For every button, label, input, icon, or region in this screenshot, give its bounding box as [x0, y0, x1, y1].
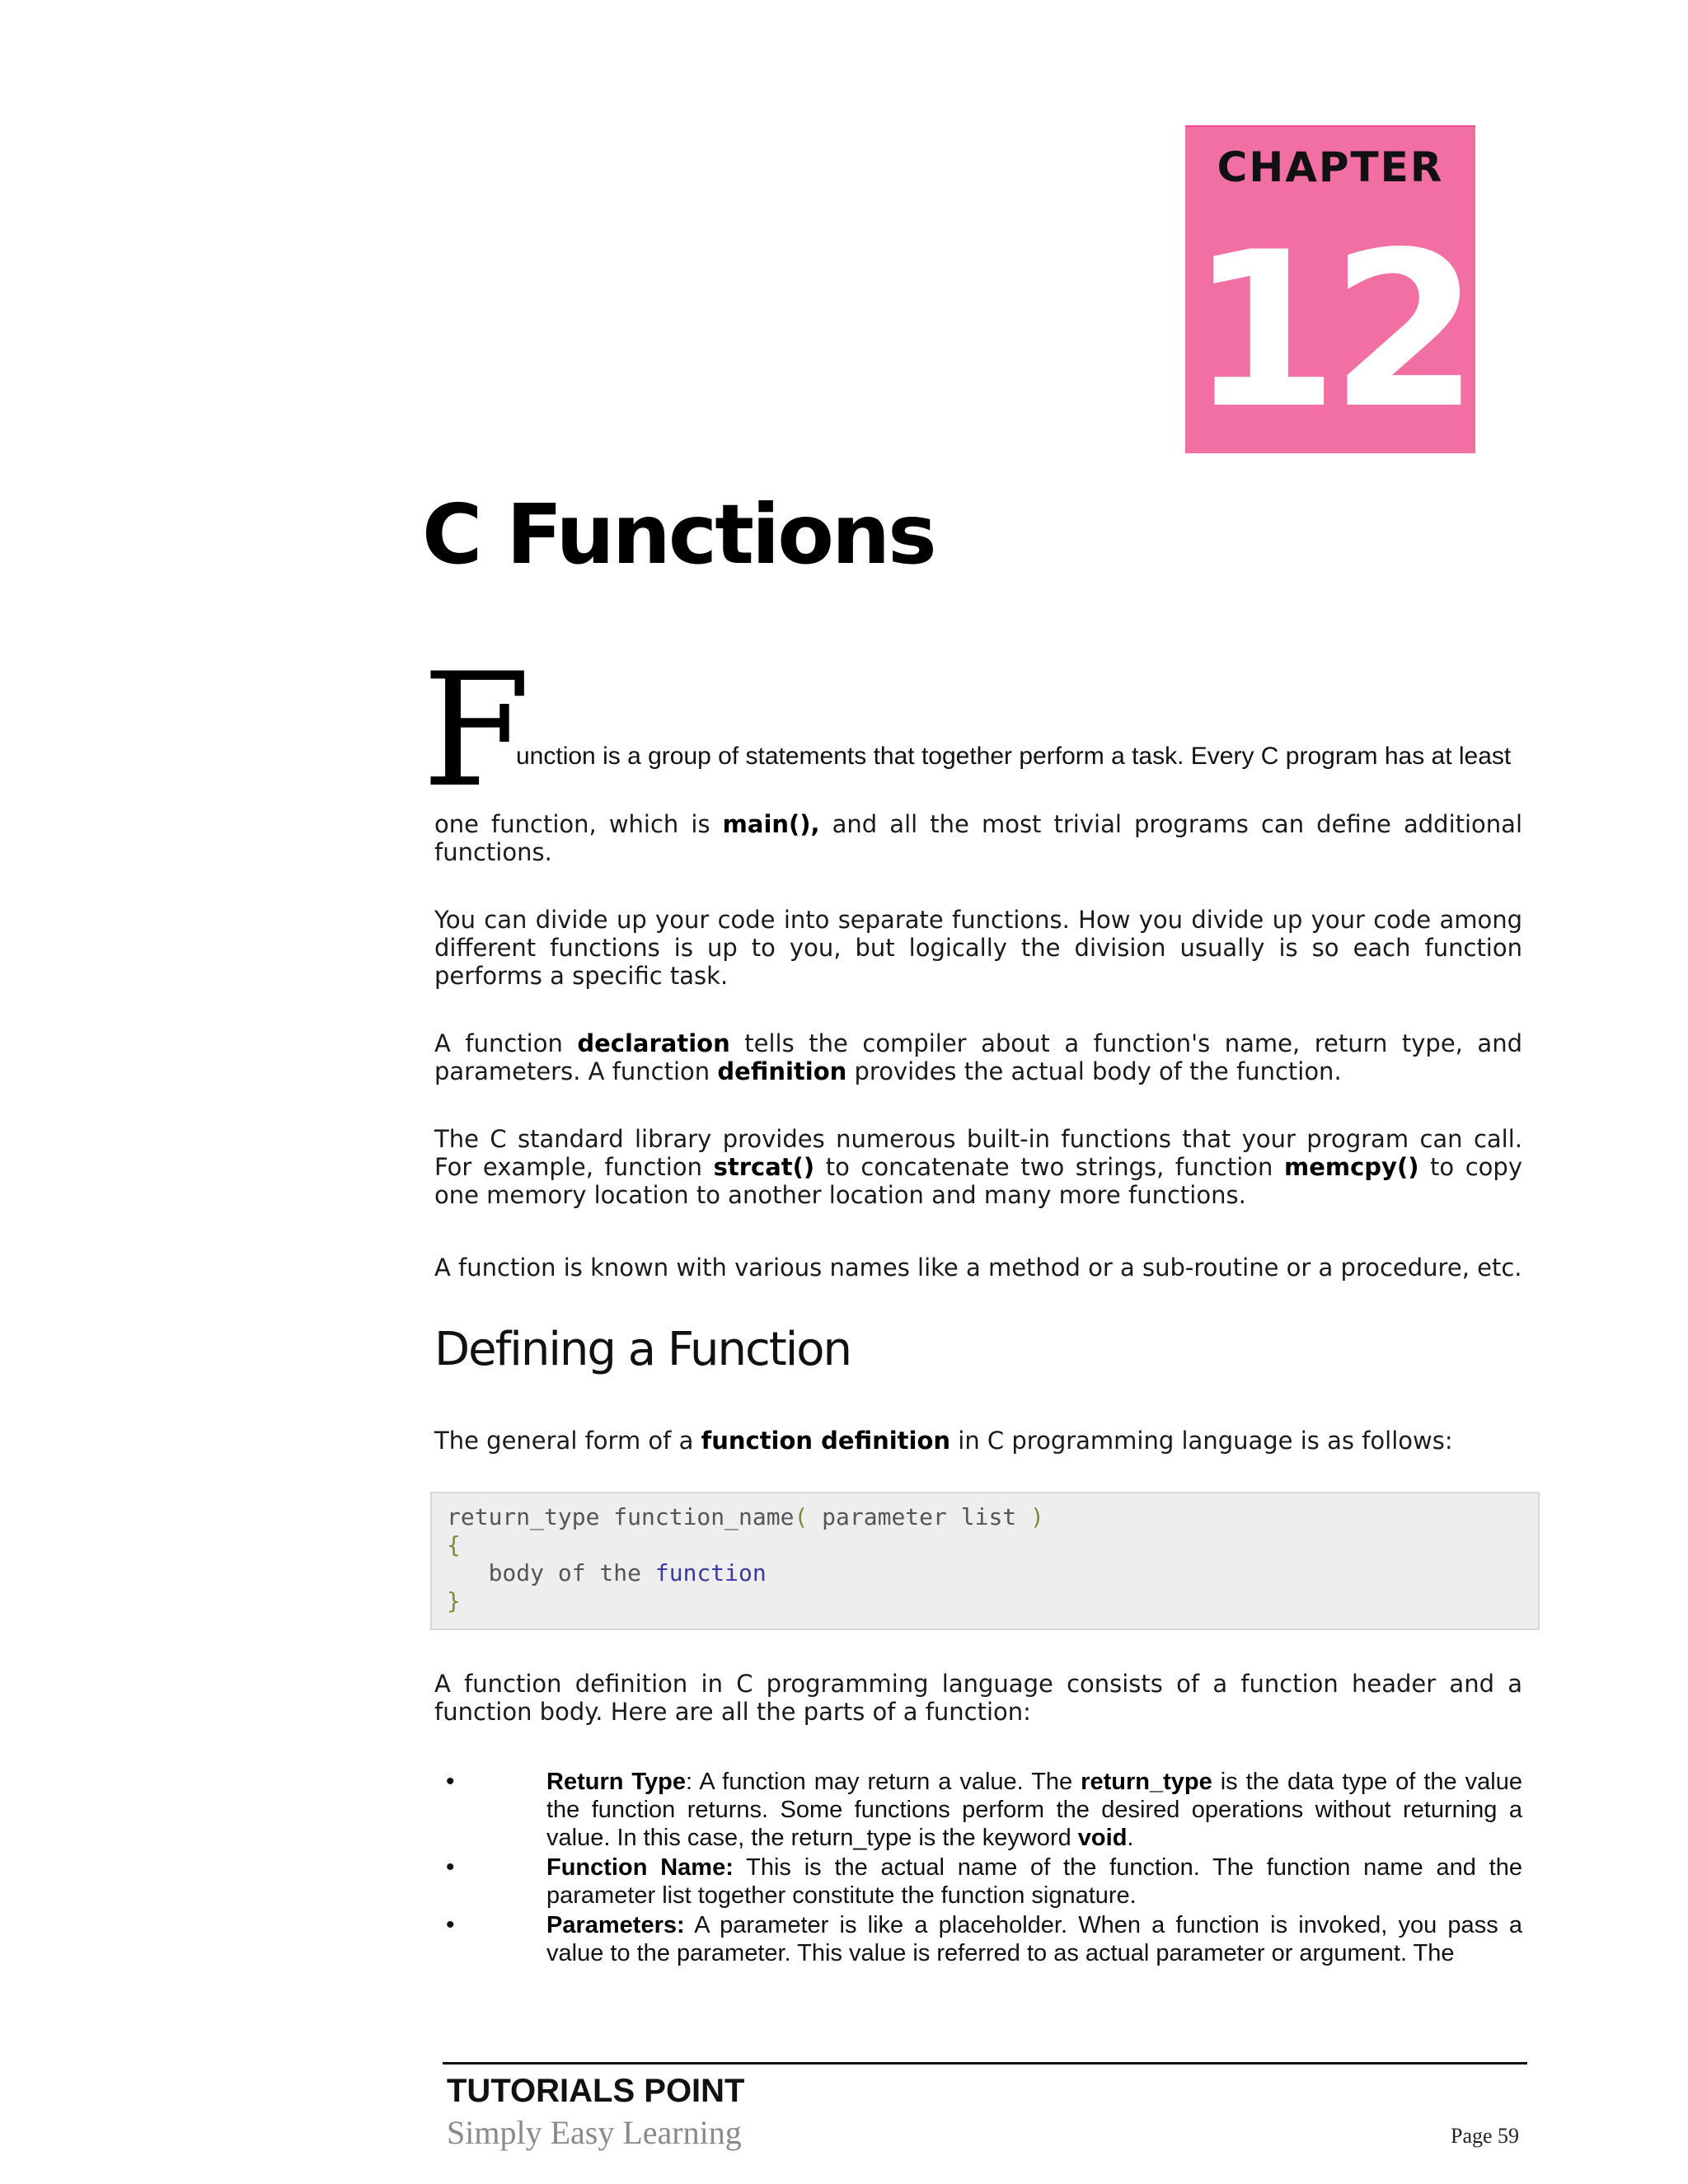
paragraph-stdlib: [434, 1125, 1522, 1209]
intro-paragraph: [434, 810, 1522, 866]
return-type-term: return_type: [1081, 1769, 1212, 1795]
code-line: [447, 1503, 1523, 1531]
code-block[interactable]: [430, 1492, 1540, 1630]
footer-tagline: Simply Easy Learning: [447, 2114, 742, 2151]
item-term: Function Name:: [546, 1854, 734, 1881]
declaration-term: declaration: [577, 1029, 730, 1057]
code-paren: ): [1030, 1503, 1044, 1530]
chapter-badge: [1185, 125, 1475, 456]
intro-text: one function, which is: [434, 810, 723, 838]
memcpy-term: memcpy(): [1283, 1153, 1419, 1181]
text-span: A function: [434, 1029, 578, 1057]
text-span: The general form of a: [434, 1427, 701, 1455]
paragraph-declaration: [434, 1029, 1522, 1085]
chapter-label: CHAPTER: [1217, 143, 1444, 191]
text-span: A parameter is like a placeholder. When a function is invoked, you pass a value to the parameter. This value is referred to as actual parameter or argument. The: [546, 1912, 1522, 1966]
definition-term: definition: [717, 1057, 847, 1085]
text-span: .: [1127, 1825, 1134, 1851]
text-span: is the data type of the value the function returns. Some functions perform the desired operations without returning a value. In this case, the return_type is the keyword: [546, 1769, 1522, 1851]
void-term: void: [1077, 1825, 1128, 1851]
strcat-term: strcat(): [713, 1153, 815, 1181]
footer-brand: TUTORIALS POINT: [447, 2073, 745, 2109]
page-number: Page 59: [1451, 2124, 1520, 2148]
code-text: parameter list: [808, 1503, 1031, 1530]
intro-first-line: unction is a group of statements that together perform a task. Every C program has at least: [516, 743, 1512, 770]
list-item: [434, 1911, 1522, 1967]
paragraph-names: A function is known with various names like a method or a sub-routine or a procedure, etc.: [434, 1254, 1522, 1282]
section-intro: [434, 1427, 1522, 1455]
bullet-icon: •: [446, 1854, 455, 1881]
text-span: provides the actual body of the function.: [846, 1057, 1342, 1085]
text-span: This is the actual name of the function. The function name and the parameter list together constitute the function signature.: [546, 1854, 1522, 1909]
text-span: The C standard library provides numerous built-in functions that your program can call. For example, function: [434, 1125, 1522, 1181]
chapter-number: 12: [1189, 207, 1471, 456]
bullet-icon: •: [446, 1768, 455, 1795]
list-item: [434, 1768, 1522, 1852]
main-keyword: main(),: [722, 810, 820, 838]
code-text: return_type function_name: [447, 1503, 795, 1530]
code-line: }: [447, 1587, 461, 1615]
paragraph-parts: A function definition in C programming language consists of a function header and a function body. Here are all the parts of a function:: [434, 1670, 1522, 1726]
intro-text-end: and all the most trivial programs can define additional functions.: [434, 810, 1523, 866]
parts-list: [434, 1768, 1522, 1969]
drop-cap: F: [422, 640, 531, 822]
code-line: [447, 1559, 1523, 1587]
footer-divider: [443, 2062, 1527, 2064]
text-span: to copy one memory location to another location and many more functions.: [434, 1153, 1522, 1209]
paragraph-divide-code: You can divide up your code into separate functions. How you divide up your code among different functions is up to you, but logically the division usually is so each function performs a specific task.: [434, 906, 1522, 990]
list-item: [434, 1854, 1522, 1910]
function-definition-term: function definition: [701, 1427, 951, 1455]
text-span: in C programming language is as follows:: [950, 1427, 1453, 1455]
code-text: body of the: [447, 1559, 655, 1586]
text-span: : A function may return a value. The: [685, 1769, 1081, 1795]
section-heading: Defining a Function: [434, 1323, 851, 1376]
bullet-icon: •: [446, 1911, 455, 1938]
code-line: {: [447, 1531, 461, 1558]
item-term: Return Type: [546, 1769, 686, 1795]
text-span: tells the compiler about a function's name, return type, and parameters. A function: [434, 1029, 1522, 1085]
text-span: to concatenate two strings, function: [814, 1153, 1284, 1181]
page-title: C Functions: [422, 486, 935, 583]
item-term: Parameters:: [546, 1912, 685, 1938]
code-keyword: function: [654, 1559, 767, 1586]
code-paren: (: [794, 1503, 809, 1530]
